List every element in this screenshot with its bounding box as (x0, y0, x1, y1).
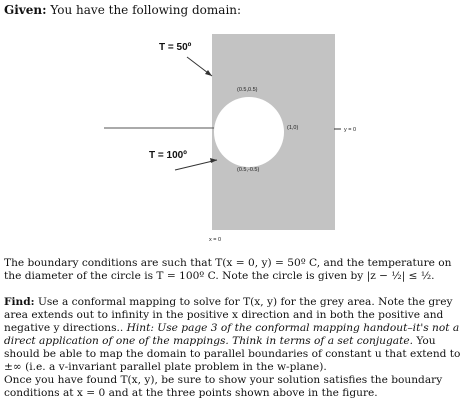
p2-hint: Hint: Use page 3 of the conformal mapping handout–it's not a direct application of one of the mappings. Think in terms of a set conjugate. (4, 322, 460, 347)
p1-part-a: The boundary conditions are such that (4, 257, 216, 269)
point-right-label: (1,0) (287, 125, 299, 131)
label-t100: T = 100º (149, 150, 187, 161)
p2-part-b: You should be able to map the domain to parallel boundaries of constant u that extend to ±∞ (i.e. a v-invariant parallel plate problem in the w-plane). (4, 335, 461, 373)
point-top-label: (0.5,0.5) (237, 87, 258, 93)
label-x0: x = 0 (209, 237, 222, 243)
paragraph-find (4, 296, 470, 374)
paragraph-boundary-conditions (4, 257, 470, 283)
point-bottom-label: (0.5,-0.5) (237, 167, 260, 173)
circle-hole (214, 97, 284, 167)
label-y0: y = 0 (344, 127, 357, 133)
p1-part-c: T = 100º C. Note the circle is given by |z − ½| ≤ ½. (156, 270, 435, 282)
find-label: Find: (4, 296, 35, 308)
paragraph-once-found (4, 374, 470, 400)
given-label: Given: (4, 3, 47, 17)
given-text: You have the following domain: (50, 3, 242, 17)
p1-part-b: T(x = 0, y) = 50º C, and the temperature on the diameter of the circle is (4, 257, 452, 282)
label-t50: T = 50º (159, 42, 192, 53)
p3-text: Once you have found T(x, y), be sure to show your solution satisfies the boundary conditions at x = 0 and at the three points shown above in the figure. (4, 374, 443, 399)
arrow-t100 (175, 160, 217, 170)
p2-part-a: Use a conformal mapping to solve for T(x, y) for the grey area. Note the grey area extends out to infinity in the positive x direction and in both the positive and negative y directions.. (4, 296, 453, 334)
